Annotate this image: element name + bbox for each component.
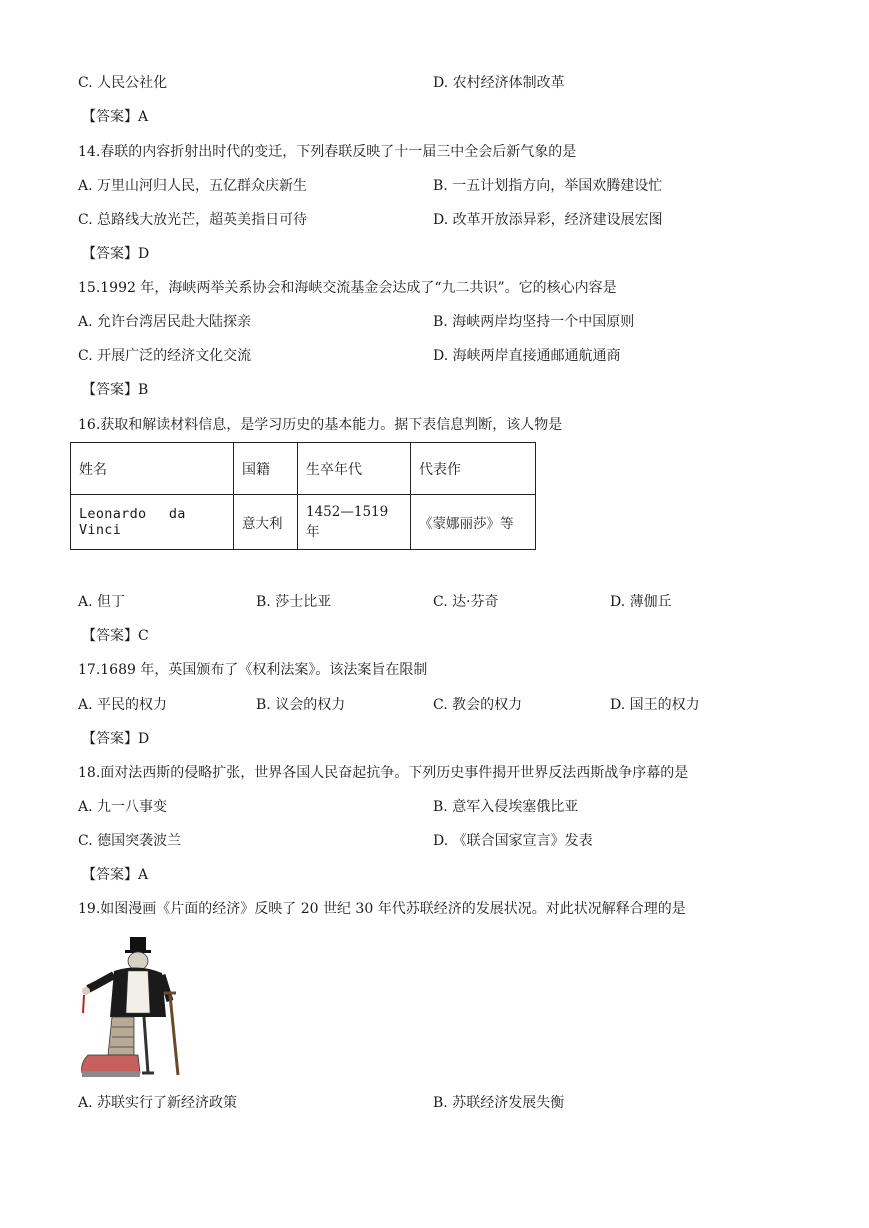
q18-stem: 18.面对法西斯的侵略扩张，世界各国人民奋起抗争。下列历史事件揭开世界反法西斯战争序幕的是 <box>78 765 689 781</box>
cell-name: Leonardo da Vinci <box>71 495 234 550</box>
q18-option-a: A. 九一八事变 <box>78 799 168 815</box>
q16-option-a: A. 但丁 <box>78 594 126 610</box>
q18-answer: 【答案】A <box>82 867 149 883</box>
cell-works: 《蒙娜丽莎》等 <box>411 495 536 550</box>
q17-option-c: C. 教会的权力 <box>433 697 523 713</box>
q15-option-b: B. 海峡两岸均坚持一个中国原则 <box>433 314 635 330</box>
q17-option-d: D. 国王的权力 <box>610 697 700 713</box>
q13-option-d: D. 农村经济体制改革 <box>433 75 565 91</box>
q19-option-a: A. 苏联实行了新经济政策 <box>78 1095 238 1111</box>
q13-option-c: C. 人民公社化 <box>78 75 168 91</box>
q14-option-d: D. 改革开放添异彩，经济建设展宏图 <box>433 212 663 228</box>
q17-option-a: A. 平民的权力 <box>78 697 168 713</box>
q16-option-c: C. 达·芬奇 <box>433 594 499 610</box>
q15-answer: 【答案】B <box>82 382 149 398</box>
q19-option-b: B. 苏联经济发展失衡 <box>433 1095 565 1111</box>
info-table <box>70 442 536 550</box>
q14-option-a: A. 万里山河归人民，五亿群众庆新生 <box>78 178 308 194</box>
table-header-row <box>71 443 536 495</box>
q16-stem: 16.获取和解读材料信息，是学习历史的基本能力。据下表信息判断，该人物是 <box>78 417 563 433</box>
header-lifespan: 生卒年代 <box>298 443 411 495</box>
q15-option-c: C. 开展广泛的经济文化交流 <box>78 348 252 364</box>
q15-option-d: D. 海峡两岸直接通邮通航通商 <box>433 348 621 364</box>
cell-lifespan: 1452—1519 年 <box>298 495 411 550</box>
cell-nationality: 意大利 <box>234 495 298 550</box>
q17-stem: 17.1689 年，英国颁布了《权利法案》。该法案旨在限制 <box>78 662 428 678</box>
header-works: 代表作 <box>411 443 536 495</box>
q16-option-b: B. 莎士比亚 <box>256 594 332 610</box>
q18-option-b: B. 意军入侵埃塞俄比亚 <box>433 799 579 815</box>
q13-answer: 【答案】A <box>82 109 149 125</box>
cartoon-illustration <box>78 935 184 1079</box>
q16-answer: 【答案】C <box>82 628 149 644</box>
header-name: 姓名 <box>71 443 234 495</box>
q15-stem: 15.1992 年，海峡两举关系协会和海峡交流基金会达成了“九二共识”。它的核心内容是 <box>78 280 617 296</box>
q16-option-d: D. 薄伽丘 <box>610 594 672 610</box>
q17-answer: 【答案】D <box>82 731 150 747</box>
q14-stem: 14.春联的内容折射出时代的变迁，下列春联反映了十一届三中全会后新气象的是 <box>78 144 577 160</box>
q14-option-b: B. 一五计划指方向，举国欢腾建设忙 <box>433 178 663 194</box>
q18-option-c: C. 德国突袭波兰 <box>78 833 182 849</box>
header-nationality: 国籍 <box>234 443 298 495</box>
q14-answer: 【答案】D <box>82 246 150 262</box>
q18-option-d: D. 《联合国家宣言》发表 <box>433 833 593 849</box>
q15-option-a: A. 允许台湾居民赴大陆探亲 <box>78 314 252 330</box>
q14-option-c: C. 总路线大放光芒，超英美指日可待 <box>78 212 308 228</box>
q17-option-b: B. 议会的权力 <box>256 697 346 713</box>
table-row <box>71 495 536 550</box>
q19-stem: 19.如图漫画《片面的经济》反映了 20 世纪 30 年代苏联经济的发展状况。对此状况解释合理的是 <box>78 901 686 917</box>
